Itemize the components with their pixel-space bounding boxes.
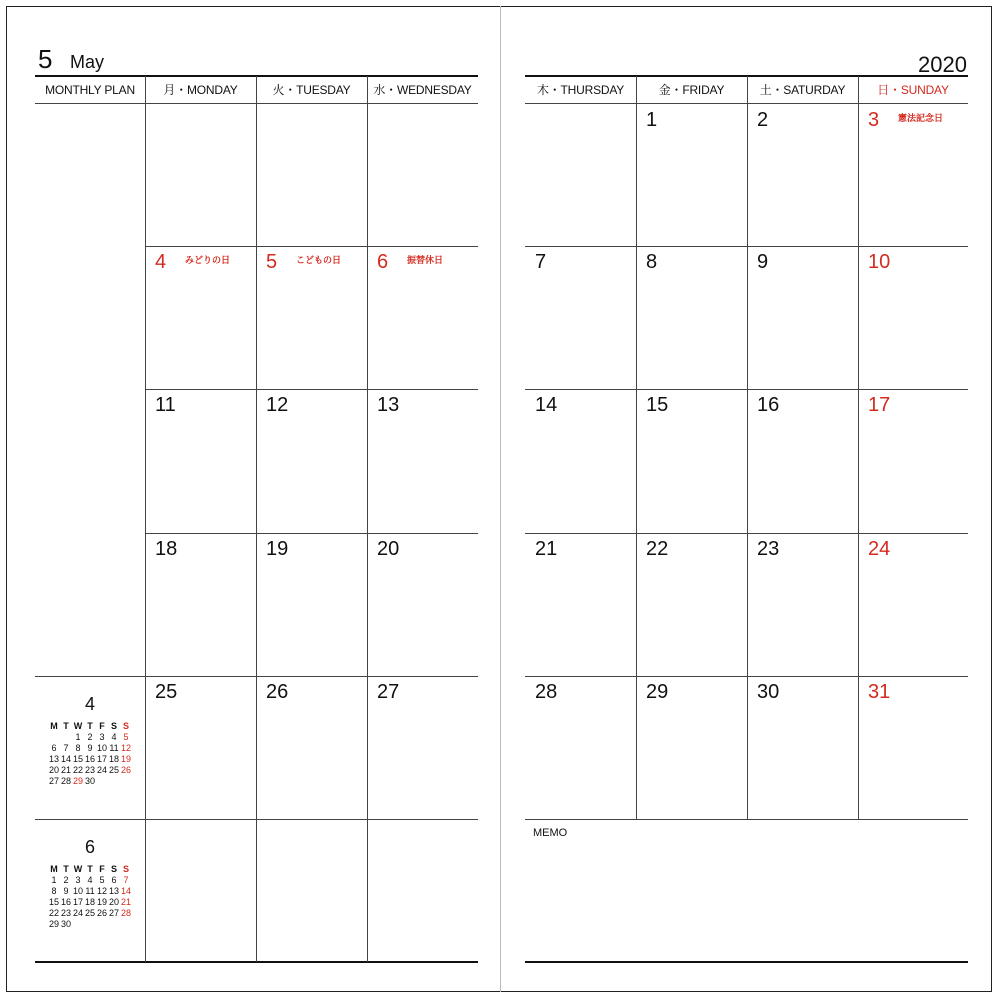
column-divider — [256, 76, 257, 962]
day-number: 19 — [266, 538, 289, 560]
year-label: 2020 — [918, 52, 967, 77]
mini-day: 17 — [72, 897, 83, 907]
mini-day: 1 — [75, 732, 81, 742]
holiday-label: 振替休日 — [407, 255, 444, 265]
mini-day — [120, 919, 132, 930]
mini-calendar-title: 6 — [84, 837, 95, 857]
mini-day: 1 — [51, 875, 57, 885]
mini-weekday-header: M — [50, 864, 58, 874]
mini-day — [108, 776, 120, 787]
mini-day: 15 — [72, 754, 83, 764]
mini-day: 22 — [48, 908, 59, 918]
day-number: 17 — [868, 394, 891, 416]
column-divider — [367, 76, 368, 962]
holiday-label: みどりの日 — [185, 255, 231, 265]
mini-day: 11 — [85, 886, 95, 896]
day-number: 27 — [377, 681, 400, 703]
mini-day — [60, 732, 72, 743]
holiday-label: こどもの日 — [296, 255, 342, 265]
mini-day: 7 — [123, 875, 129, 885]
mini-day — [96, 776, 108, 787]
day-number: 20 — [377, 538, 400, 560]
mini-day: 22 — [72, 765, 83, 775]
mini-day: 28 — [60, 776, 71, 786]
mini-day: 5 — [123, 732, 129, 742]
mini-weekday-header: T — [87, 864, 93, 874]
month-name: May — [70, 52, 105, 72]
mini-day: 19 — [96, 897, 107, 907]
mini-calendar-june — [40, 836, 140, 930]
mini-weekday-header: S — [110, 864, 117, 874]
mini-day: 13 — [108, 886, 119, 896]
column-divider — [747, 76, 748, 820]
weekday-header: 火・TUESDAY — [272, 83, 351, 97]
mini-weekday-header: T — [63, 864, 69, 874]
mini-day: 13 — [48, 754, 59, 764]
mini-day: 7 — [63, 743, 69, 753]
weekday-header: 水・WEDNESDAY — [373, 83, 472, 97]
mini-day — [72, 919, 84, 930]
mini-day: 24 — [96, 765, 107, 775]
mini-day: 25 — [108, 765, 119, 775]
day-number: 7 — [535, 251, 547, 273]
mini-day: 14 — [120, 886, 131, 896]
month-number: 5 — [38, 44, 53, 74]
mini-day: 4 — [111, 732, 117, 742]
mini-day — [108, 919, 120, 930]
day-number: 9 — [757, 251, 769, 273]
column-divider — [636, 76, 637, 820]
page-spine — [500, 6, 501, 992]
mini-day: 3 — [99, 732, 105, 742]
week-separator — [145, 533, 478, 534]
mini-day: 30 — [84, 776, 95, 786]
mini-weekday-header: W — [73, 721, 83, 731]
mini-day: 29 — [72, 776, 83, 786]
mini-day: 27 — [108, 908, 119, 918]
mini-calendar-table — [48, 721, 132, 787]
mini-weekday-header: T — [87, 721, 93, 731]
day-number: 15 — [646, 394, 669, 416]
mini-day: 18 — [84, 897, 95, 907]
day-number: 8 — [646, 251, 658, 273]
mini-day — [84, 919, 96, 930]
mini-day — [48, 732, 60, 743]
mini-day: 9 — [87, 743, 93, 753]
holiday-label: 憲法記念日 — [898, 113, 944, 123]
day-number: 24 — [868, 538, 891, 560]
day-number: 21 — [535, 538, 558, 560]
monthly-plan-label: MONTHLY PLAN — [45, 83, 135, 97]
mini-day — [96, 919, 108, 930]
mini-day: 6 — [51, 743, 57, 753]
mini-day: 21 — [120, 897, 131, 907]
day-number: 18 — [155, 538, 178, 560]
mini-weekday-header: F — [99, 864, 105, 874]
mini-day: 14 — [60, 754, 71, 764]
mini-day: 26 — [120, 765, 131, 775]
mini-day: 10 — [72, 886, 83, 896]
day-number: 1 — [646, 109, 658, 131]
mini-day: 27 — [48, 776, 59, 786]
mini-day: 15 — [48, 897, 59, 907]
mini-calendar-april — [40, 693, 140, 787]
mini-day: 12 — [120, 743, 131, 753]
day-number: 10 — [868, 251, 891, 273]
mini-day: 2 — [63, 875, 69, 885]
mini-day: 12 — [96, 886, 107, 896]
day-number: 6 — [377, 251, 389, 273]
mini-weekday-header: M — [50, 721, 58, 731]
day-number: 29 — [646, 681, 669, 703]
day-number: 28 — [535, 681, 558, 703]
day-number: 5 — [266, 251, 278, 273]
mini-day: 3 — [75, 875, 81, 885]
column-divider — [858, 76, 859, 820]
week-separator — [145, 246, 478, 247]
mini-day: 30 — [60, 919, 71, 929]
right-bottom-rule — [525, 961, 968, 963]
day-number: 14 — [535, 394, 558, 416]
mini-day: 20 — [108, 897, 119, 907]
mini-weekday-header: S — [110, 721, 117, 731]
day-number: 25 — [155, 681, 178, 703]
day-number: 31 — [868, 681, 891, 703]
day-number: 4 — [155, 251, 167, 273]
day-number: 23 — [757, 538, 780, 560]
day-number: 26 — [266, 681, 289, 703]
weekday-header: 土・SATURDAY — [759, 83, 846, 97]
day-number: 12 — [266, 394, 289, 416]
week-separator — [145, 389, 478, 390]
day-number: 2 — [757, 109, 769, 131]
planner-frame — [6, 6, 992, 992]
mini-day: 9 — [63, 886, 69, 896]
weekday-header: 金・FRIDAY — [658, 83, 725, 97]
weekday-header: 日・SUNDAY — [877, 83, 949, 97]
mini-day: 25 — [84, 908, 95, 918]
column-divider — [145, 76, 146, 962]
mini-weekday-header: W — [73, 864, 83, 874]
mini-weekday-header: S — [122, 721, 129, 731]
mini-day: 24 — [72, 908, 83, 918]
mini-day: 20 — [48, 765, 59, 775]
mini-day: 17 — [96, 754, 107, 764]
mini-day — [120, 776, 132, 787]
weekday-header: 木・THURSDAY — [536, 83, 625, 97]
mini-day: 8 — [51, 886, 57, 896]
mini-day: 4 — [87, 875, 93, 885]
mini-day: 21 — [60, 765, 71, 775]
mini-weekday-header: F — [99, 721, 105, 731]
mini-day: 10 — [96, 743, 107, 753]
mini-calendar-table — [48, 864, 132, 930]
day-number: 30 — [757, 681, 780, 703]
mini-day: 8 — [75, 743, 81, 753]
mini-day: 6 — [111, 875, 117, 885]
mini-weekday-header: S — [122, 864, 129, 874]
day-number: 22 — [646, 538, 669, 560]
day-number: 11 — [155, 394, 176, 416]
mini-day: 23 — [60, 908, 71, 918]
mini-day: 26 — [96, 908, 107, 918]
weekday-header: 月・MONDAY — [163, 83, 238, 97]
mini-day: 2 — [87, 732, 93, 742]
mini-day: 16 — [84, 754, 95, 764]
mini-day: 18 — [108, 754, 119, 764]
day-number: 13 — [377, 394, 400, 416]
mini-day: 28 — [120, 908, 131, 918]
mini-day: 23 — [84, 765, 95, 775]
mini-day: 19 — [120, 754, 131, 764]
mini-weekday-header: T — [63, 721, 69, 731]
mini-day: 29 — [48, 919, 59, 929]
mini-day: 5 — [99, 875, 105, 885]
mini-calendar-title: 4 — [84, 694, 95, 714]
day-number: 3 — [868, 109, 880, 131]
mini-day: 11 — [109, 743, 119, 753]
memo-label: MEMO — [533, 827, 568, 839]
day-number: 16 — [757, 394, 780, 416]
mini-day: 16 — [60, 897, 71, 907]
